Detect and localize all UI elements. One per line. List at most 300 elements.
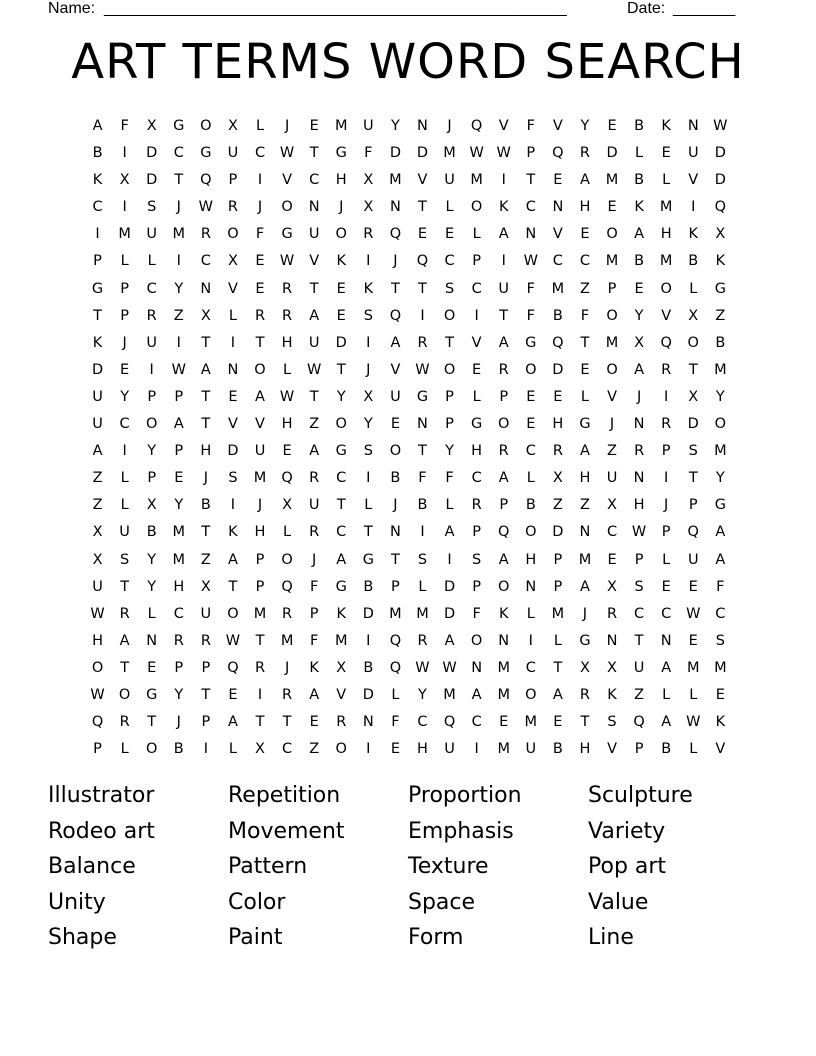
grid-letter: E — [634, 280, 644, 297]
grid-letter: X — [363, 388, 374, 405]
grid-letter: T — [309, 145, 319, 162]
grid-letter: K — [661, 118, 671, 134]
grid-letter: A — [444, 524, 455, 541]
grid-letter: A — [173, 416, 184, 433]
grid-letter: M — [172, 524, 186, 541]
grid-letter: E — [607, 199, 617, 216]
grid-letter: O — [254, 361, 266, 378]
grid-letter: Z — [579, 497, 590, 514]
grid-letter: S — [228, 470, 238, 487]
grid-letter: M — [118, 226, 131, 243]
grid-letter: L — [120, 470, 129, 487]
grid-row — [84, 465, 734, 492]
grid-letter: O — [389, 443, 402, 460]
grid-letter: V — [255, 416, 265, 433]
grid-letter: R — [119, 714, 130, 731]
grid-letter: M — [714, 443, 727, 460]
grid-letter: L — [283, 524, 292, 541]
grid-letter: P — [661, 524, 671, 541]
grid-row — [84, 709, 734, 736]
grid-letter: R — [227, 199, 238, 216]
grid-letter: L — [445, 497, 454, 514]
grid-letter: L — [283, 361, 292, 378]
grid-letter: W — [686, 605, 701, 622]
grid-letter: L — [255, 118, 265, 134]
grid-letter: T — [553, 659, 563, 676]
grid-letter: G — [335, 578, 347, 595]
grid-letter: X — [92, 551, 103, 568]
grid-letter: D — [606, 145, 618, 162]
grid-letter: C — [282, 741, 293, 758]
grid-letter: T — [255, 632, 265, 649]
grid-letter: T — [445, 334, 454, 351]
word-list-item: Paint — [228, 925, 283, 951]
word-list-item: Proportion — [408, 783, 522, 808]
grid-letter: T — [336, 361, 346, 378]
word-list-item: Rodeo art — [48, 818, 155, 844]
grid-letter: F — [472, 605, 481, 622]
grid-letter: X — [336, 659, 347, 676]
grid-letter: H — [254, 524, 266, 541]
grid-letter: Q — [91, 714, 104, 731]
grid-letter: B — [363, 578, 374, 595]
grid-letter: M — [605, 172, 619, 189]
grid-letter: J — [664, 497, 669, 514]
grid-letter: I — [203, 741, 208, 758]
grid-letter: Y — [580, 118, 590, 134]
grid-letter: T — [255, 334, 265, 351]
grid-letter: U — [254, 443, 266, 460]
grid-letter: N — [362, 714, 374, 731]
grid-letter: P — [445, 388, 454, 405]
grid-letter: L — [418, 578, 427, 595]
grid-letter: I — [420, 524, 425, 541]
grid-letter: V — [227, 416, 238, 433]
grid-letter: R — [282, 307, 293, 324]
grid-letter: Q — [227, 659, 239, 676]
grid-letter: M — [714, 659, 727, 676]
grid-letter: A — [255, 388, 265, 405]
grid-letter: O — [91, 659, 104, 676]
grid-letter: X — [200, 578, 211, 595]
grid-letter: C — [254, 145, 266, 162]
grid-letter: L — [689, 741, 698, 758]
grid-letter: T — [418, 443, 427, 460]
grid-letter: M — [443, 686, 456, 703]
grid-letter: M — [389, 605, 402, 622]
grid-letter: T — [255, 714, 265, 731]
grid-letter: N — [389, 199, 401, 216]
grid-letter: N — [525, 578, 537, 595]
grid-letter: E — [336, 307, 346, 324]
grid-letter: M — [551, 280, 565, 297]
grid-letter: O — [227, 226, 239, 243]
grid-letter: M — [497, 659, 510, 676]
grid-letter: P — [553, 578, 563, 595]
grid-letter: V — [607, 741, 617, 758]
grid-letter: M — [497, 686, 510, 703]
grid-letter: D — [687, 416, 699, 433]
grid-letter: B — [363, 659, 374, 676]
grid-letter: A — [92, 443, 103, 460]
grid-letter: J — [312, 551, 317, 568]
grid-letter: G — [173, 118, 185, 134]
grid-letter: B — [552, 307, 563, 324]
grid-letter: B — [146, 524, 157, 541]
grid-letter: N — [606, 632, 618, 649]
grid-letter: Z — [200, 551, 211, 568]
grid-letter: O — [498, 416, 510, 433]
grid-letter: H — [552, 416, 564, 433]
grid-letter: O — [335, 226, 347, 243]
grid-letter: Q — [281, 470, 293, 487]
grid-letter: O — [606, 307, 618, 324]
grid-letter: G — [579, 416, 591, 433]
grid-letter: S — [363, 307, 373, 324]
grid-letter: X — [634, 334, 645, 351]
grid-letter: O — [470, 199, 483, 216]
grid-letter: E — [255, 280, 265, 297]
grid-letter: U — [146, 226, 157, 243]
grid-letter: T — [499, 307, 509, 324]
grid-letter: P — [147, 470, 157, 487]
grid-letter: Y — [418, 686, 427, 703]
grid-letter: B — [715, 334, 726, 351]
grid-letter: P — [147, 388, 157, 405]
grid-letter: R — [254, 659, 266, 676]
grid-letter: J — [203, 470, 208, 487]
grid-letter: V — [498, 118, 509, 134]
grid-letter: Y — [120, 388, 130, 405]
grid-letter: E — [526, 388, 536, 405]
grid-letter: X — [227, 253, 238, 270]
grid-letter: G — [579, 632, 591, 649]
grid-letter: S — [444, 280, 455, 297]
grid-letter: C — [336, 470, 347, 487]
grid-letter: Y — [174, 497, 184, 514]
grid-letter: A — [661, 714, 672, 731]
grid-letter: A — [336, 551, 347, 568]
grid-letter: P — [120, 307, 129, 324]
grid-letter: N — [308, 199, 320, 216]
grid-letter: T — [309, 280, 319, 297]
word-list-item: Pattern — [228, 854, 308, 880]
grid-letter: S — [120, 551, 130, 568]
grid-letter: H — [579, 199, 591, 216]
grid-letter: N — [389, 524, 401, 541]
grid-letter: M — [253, 470, 267, 487]
grid-letter: V — [417, 172, 428, 189]
grid-letter: R — [606, 605, 618, 622]
grid-letter: N — [417, 118, 428, 134]
grid-letter: I — [230, 497, 236, 514]
grid-letter: V — [552, 118, 563, 134]
grid-letter: C — [336, 524, 347, 541]
grid-letter: R — [282, 280, 293, 297]
grid-letter: D — [443, 578, 456, 595]
grid-letter: I — [230, 334, 236, 351]
grid-letter: O — [470, 632, 483, 649]
grid-letter: V — [282, 172, 293, 189]
grid-letter: M — [605, 334, 619, 351]
grid-letter: A — [309, 307, 320, 324]
grid-letter: Y — [336, 388, 346, 405]
grid-letter: U — [146, 334, 157, 351]
grid-row — [84, 601, 734, 628]
grid-letter: P — [120, 280, 129, 297]
grid-row — [84, 140, 734, 167]
grid-letter: P — [445, 416, 454, 433]
grid-letter: O — [443, 361, 456, 378]
grid-letter: C — [634, 605, 645, 622]
grid-letter: G — [200, 145, 212, 162]
grid-letter: C — [173, 605, 184, 622]
grid-letter: M — [605, 253, 619, 270]
grid-letter: F — [526, 307, 535, 324]
grid-letter: P — [472, 578, 481, 595]
grid-letter: K — [92, 172, 103, 189]
grid-letter: X — [688, 307, 699, 324]
grid-letter: C — [119, 416, 130, 433]
grid-letter: I — [149, 361, 154, 378]
grid-letter: P — [228, 172, 238, 189]
grid-letter: A — [200, 361, 211, 378]
grid-letter: C — [552, 253, 563, 270]
grid-letter: R — [498, 361, 509, 378]
grid-letter: O — [714, 416, 727, 433]
word-list-item: Value — [588, 889, 649, 915]
word-list-item: Variety — [588, 818, 666, 844]
grid-letter: A — [444, 632, 455, 649]
grid-letter: N — [525, 226, 537, 243]
grid-row — [84, 276, 734, 303]
grid-letter: O — [335, 741, 347, 758]
grid-letter: O — [281, 551, 293, 568]
grid-letter: R — [173, 632, 184, 649]
grid-letter: C — [471, 714, 482, 731]
grid-letter: M — [578, 551, 592, 568]
grid-letter: A — [579, 443, 590, 460]
grid-letter: J — [284, 659, 290, 676]
grid-letter: W — [225, 632, 241, 649]
grid-letter: F — [580, 307, 590, 324]
word-list-item: Line — [588, 925, 634, 951]
grid-letter: K — [715, 253, 726, 270]
grid-letter: J — [122, 334, 127, 351]
grid-letter: U — [390, 388, 401, 405]
grid-letter: X — [579, 659, 590, 676]
grid-letter: D — [146, 172, 158, 189]
grid-letter: B — [525, 497, 536, 514]
grid-letter: Q — [470, 118, 483, 134]
grid-letter: L — [662, 172, 671, 189]
grid-letter: R — [661, 416, 672, 433]
grid-letter: U — [119, 524, 130, 541]
grid-letter: M — [416, 605, 429, 622]
grid-letter: L — [553, 632, 562, 649]
grid-letter: O — [200, 118, 212, 134]
word-list-row — [48, 778, 788, 814]
grid-letter: H — [335, 172, 347, 189]
grid-letter: O — [687, 334, 699, 351]
grid-letter: O — [145, 416, 158, 433]
grid-letter: U — [308, 497, 320, 514]
grid-letter: K — [92, 334, 103, 351]
grid-letter: R — [417, 632, 428, 649]
grid-letter: Q — [416, 253, 429, 270]
grid-letter: M — [470, 172, 483, 189]
grid-letter: M — [443, 145, 456, 162]
grid-letter: L — [472, 226, 481, 243]
grid-letter: Y — [174, 280, 184, 297]
grid-letter: E — [499, 714, 509, 731]
grid-letter: I — [122, 199, 127, 216]
grid-letter: M — [551, 605, 565, 622]
grid-letter: P — [526, 145, 536, 162]
grid-row — [84, 438, 734, 465]
grid-letter: K — [336, 253, 346, 270]
grid-letter: L — [689, 686, 698, 703]
grid-row — [84, 303, 734, 330]
grid-letter: W — [279, 145, 295, 162]
grid-letter: O — [606, 226, 618, 243]
grid-letter: I — [366, 632, 371, 649]
grid-letter: R — [471, 497, 482, 514]
grid-letter: H — [281, 334, 293, 351]
word-list-row — [48, 920, 788, 956]
grid-letter: O — [498, 578, 510, 595]
grid-letter: P — [661, 443, 671, 460]
word-list-row — [48, 885, 788, 921]
grid-letter: N — [687, 118, 699, 134]
grid-letter: N — [146, 632, 158, 649]
grid-letter: Q — [389, 307, 402, 324]
grid-letter: X — [200, 307, 211, 324]
grid-letter: X — [363, 199, 374, 216]
grid-letter: B — [173, 741, 184, 758]
grid-letter: Q — [498, 524, 510, 541]
grid-letter: Q — [552, 145, 564, 162]
grid-letter: T — [418, 280, 427, 297]
grid-letter: R — [119, 605, 130, 622]
grid-letter: W — [415, 361, 430, 378]
grid-letter: X — [146, 497, 157, 514]
grid-letter: U — [525, 741, 537, 758]
grid-letter: M — [659, 199, 673, 216]
grid-letter: F — [364, 145, 373, 162]
grid-letter: U — [444, 172, 455, 189]
grid-letter: V — [227, 280, 238, 297]
grid-letter: A — [390, 334, 401, 351]
grid-letter: T — [201, 524, 211, 541]
grid-letter: I — [366, 253, 371, 270]
grid-letter: R — [309, 470, 320, 487]
grid-letter: K — [498, 199, 509, 216]
grid-letter: W — [469, 145, 484, 162]
grid-letter: N — [579, 524, 591, 541]
grid-letter: H — [633, 497, 645, 514]
word-list-item: Balance — [48, 854, 136, 880]
grid-letter: X — [715, 226, 726, 243]
grid-letter: L — [120, 741, 129, 758]
grid-letter: S — [715, 632, 725, 649]
grid-letter: P — [499, 497, 509, 514]
grid-letter: W — [496, 145, 511, 162]
grid-letter: U — [606, 470, 618, 487]
grid-letter: P — [472, 524, 481, 541]
grid-letter: W — [631, 524, 647, 541]
grid-letter: L — [364, 497, 373, 514]
grid-letter: S — [472, 551, 482, 568]
grid-letter: K — [363, 280, 374, 297]
date-label: Date: — [627, 0, 666, 17]
grid-letter: L — [580, 388, 589, 405]
grid-letter: F — [418, 470, 427, 487]
grid-letter: Y — [174, 686, 184, 703]
grid-letter: C — [309, 172, 320, 189]
grid-letter: P — [174, 659, 184, 676]
grid-letter: I — [366, 741, 371, 758]
grid-letter: H — [579, 741, 591, 758]
grid-letter: Y — [390, 118, 400, 134]
grid-letter: R — [200, 226, 211, 243]
grid-letter: Q — [389, 659, 402, 676]
grid-letter: W — [415, 659, 430, 676]
grid-letter: I — [501, 253, 506, 270]
grid-letter: P — [93, 741, 102, 758]
grid-letter: C — [579, 253, 590, 270]
grid-letter: J — [176, 199, 181, 216]
grid-letter: W — [90, 686, 105, 703]
grid-letter: K — [715, 714, 726, 731]
grid-letter: D — [552, 361, 564, 378]
grid-letter: B — [92, 145, 103, 162]
grid-letter: P — [255, 551, 265, 568]
grid-letter: E — [228, 686, 238, 703]
grid-letter: X — [607, 659, 617, 676]
grid-row — [84, 682, 734, 709]
grid-letter: T — [282, 714, 292, 731]
grid-letter: R — [417, 334, 428, 351]
grid-letter: X — [255, 741, 265, 758]
grid-letter: R — [579, 686, 590, 703]
grid-letter: R — [282, 686, 293, 703]
grid-letter: P — [201, 714, 211, 731]
grid-row — [84, 411, 734, 438]
grid-letter: V — [552, 226, 563, 243]
grid-letter: Z — [634, 686, 645, 703]
grid-letter: U — [92, 416, 103, 433]
grid-letter: B — [688, 253, 699, 270]
grid-letter: H — [660, 226, 672, 243]
grid-letter: D — [335, 334, 347, 351]
grid-letter: V — [661, 307, 672, 324]
grid-letter: E — [661, 145, 671, 162]
grid-letter: D — [91, 361, 104, 378]
grid-letter: D — [146, 145, 158, 162]
grid-letter: N — [633, 416, 645, 433]
grid-letter: S — [688, 443, 698, 460]
grid-letter: K — [498, 605, 509, 622]
grid-letter: E — [174, 470, 184, 487]
grid-letter: R — [661, 361, 672, 378]
grid-row — [84, 357, 734, 384]
grid-letter: A — [498, 551, 509, 568]
grid-letter: D — [714, 145, 726, 162]
grid-letter: L — [147, 253, 156, 270]
grid-letter: M — [659, 253, 673, 270]
grid-letter: T — [93, 307, 102, 324]
